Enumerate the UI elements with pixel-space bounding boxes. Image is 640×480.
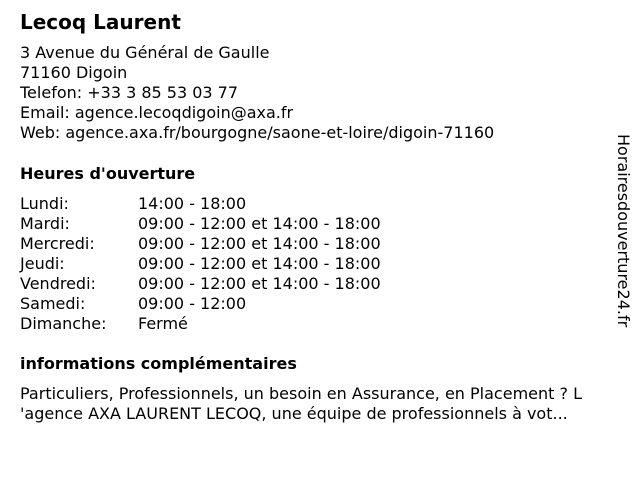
day-label: Mardi: (20, 214, 70, 233)
time-range: 14:00 - 18:00 (138, 194, 247, 213)
website-address: Web: agence.axa.fr/bourgogne/saone-et-loire/digoin-71160 (20, 123, 495, 142)
business-name: Lecoq Laurent (20, 10, 181, 34)
address-city: 71160 Digoin (20, 63, 128, 82)
contact-block (20, 43, 494, 143)
time-range: 09:00 - 12:00 (138, 294, 247, 313)
description-line: 'agence AXA LAURENT LECOQ, une équipe de professionnels à vot... (20, 404, 568, 423)
day-label: Dimanche: (20, 314, 107, 333)
watermark-text: Horairesdouverture24.fr (614, 134, 633, 328)
opening-hours-heading: Heures d'ouverture (20, 164, 196, 183)
day-label: Jeudi: (20, 254, 65, 273)
description-line: Particuliers, Professionnels, un besoin en Assurance, en Placement ? L (20, 384, 582, 403)
time-range: Fermé (138, 314, 188, 333)
day-label: Mercredi: (20, 234, 95, 253)
time-range: 09:00 - 12:00 et 14:00 - 18:00 (138, 234, 381, 253)
additional-info-heading: informations complémentaires (20, 354, 297, 373)
day-label: Samedi: (20, 294, 86, 313)
address-street: 3 Avenue du Général de Gaulle (20, 43, 270, 62)
day-label: Vendredi: (20, 274, 96, 293)
time-range: 09:00 - 12:00 et 14:00 - 18:00 (138, 274, 381, 293)
phone-number: Telefon: +33 3 85 53 03 77 (20, 83, 239, 102)
additional-info-text (20, 384, 632, 424)
time-range: 09:00 - 12:00 et 14:00 - 18:00 (138, 254, 381, 273)
time-range: 09:00 - 12:00 et 14:00 - 18:00 (138, 214, 381, 233)
site-watermark (612, 134, 634, 344)
email-address: Email: agence.lecoqdigoin@axa.fr (20, 103, 294, 122)
day-label: Lundi: (20, 194, 69, 213)
